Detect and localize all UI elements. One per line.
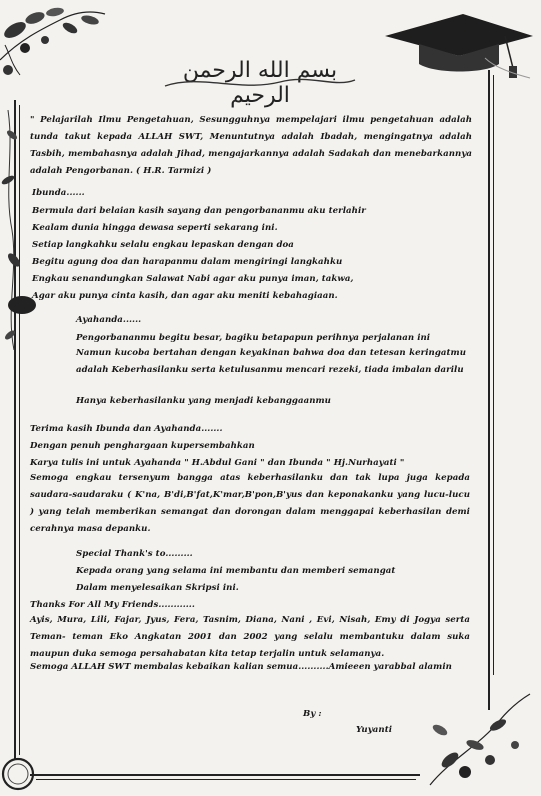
special-title: Special Thank's to.........: [76, 549, 193, 559]
calligraphy-flourish: [160, 70, 360, 94]
ibunda-title: Ibunda......: [32, 188, 85, 198]
terima-line: Karya tulis ini untuk Ayahanda " H.Abdul Gani " dan Ibunda " Hj.Nurhayati ": [30, 458, 405, 468]
bottom-border-line-inner: [36, 779, 416, 780]
ayahanda-paragraph: Namun kucoba bertahan dengan keyakinan bahwa doa dan tetesan keringatmu adalah Keberhasilanku serta ketulusanmu mencari rezeki, tiada imbalan darilu: [76, 348, 466, 375]
ayahanda-title: Ayahanda......: [76, 315, 142, 325]
terima-line: Dengan penuh penghargaan kupersembahkan: [30, 441, 255, 451]
ibunda-line: Engkau senandungkan Salawat Nabi agar aku punya iman, takwa,: [32, 274, 354, 284]
signature-name: Yuyanti: [356, 725, 393, 735]
special-line: Dalam menyelesaikan Skripsi ini.: [76, 583, 239, 593]
ibunda-line: Kealam dunia hingga dewasa seperti sekarang ini.: [32, 223, 278, 233]
right-border-line: [488, 70, 490, 710]
basmala-calligraphy: بسم الله الرحمن الرحيم: [182, 58, 338, 108]
terima-paragraph: Semoga engkau tersenyum bangga atas keberhasilanku dan tak lupa juga kepada saudara-saudaraku ( K'na, B'di,B'fat,K'mar,B'pon,B'yus dan keponakanku yang lucu-lucu ) yang telah memberikan semangat dan dorongan dalam menggapai keberhasilan demi cerahnya masa depanku.: [30, 473, 470, 534]
ayahanda-line: Hanya keberhasilanku yang menjadi kebanggaanmu: [76, 396, 331, 406]
ibunda-line: Setiap langkahku selalu engkau lepaskan dengan doa: [32, 240, 294, 250]
ayahanda-line: Pengorbananmu begitu besar, bagiku betapapun perihnya perjalanan ini: [76, 333, 431, 343]
ibunda-line: Begitu agung doa dan harapanmu dalam mengiringi langkahku: [32, 257, 343, 267]
bottom-border-line: [30, 774, 420, 776]
right-border-line-inner: [493, 75, 494, 675]
ibunda-line: Bermula dari belaian kasih sayang dan pengorbananmu aku terlahir: [32, 206, 366, 216]
hadith-quote: " Pelajarilah Ilmu Pengetahuan, Sesungguhnya mempelajari ilmu pengetahuan adalah tunda takut kepada ALLAH SWT, Menuntutnya adalah Ibadah, mengingatnya adalah Tasbih, membahasnya adalah Jihad, mengajarkannya adalah Sadakah dan menebarkannya adalah Pengorbanan. ( H.R. Tarmizi ): [30, 115, 472, 176]
floral-ornament-bottom-right: [420, 690, 535, 790]
ring-ornament: [0, 752, 40, 796]
floral-ornament-top-left: [0, 0, 110, 90]
signature-by: By :: [303, 709, 322, 719]
friends-title: Thanks For All My Friends............: [30, 600, 195, 610]
closing-line: Semoga ALLAH SWT membalas kebaikan kalian semua..........Amieeen yarabbal alamin: [30, 662, 452, 672]
special-line: Kepada orang yang selama ini membantu dan memberi semangat: [76, 566, 396, 576]
ibunda-line: Agar aku punya cinta kasih, dan agar aku meniti kebahagiaan.: [32, 291, 338, 301]
terima-title: Terima kasih Ibunda dan Ayahanda.......: [30, 424, 223, 434]
graduation-cap-icon: [385, 8, 535, 88]
friends-paragraph: Ayis, Mura, Lili, Fajar, Jyus, Fera, Tasnim, Diana, Nani , Evi, Nisah, Emy di Jogya serta Teman- teman Eko Angkatan 2001 dan 2002 yang selalu membantuku dalam suka maupun duka semoga persahabatan kita tetap terjalin untuk selamanya.: [30, 615, 470, 659]
